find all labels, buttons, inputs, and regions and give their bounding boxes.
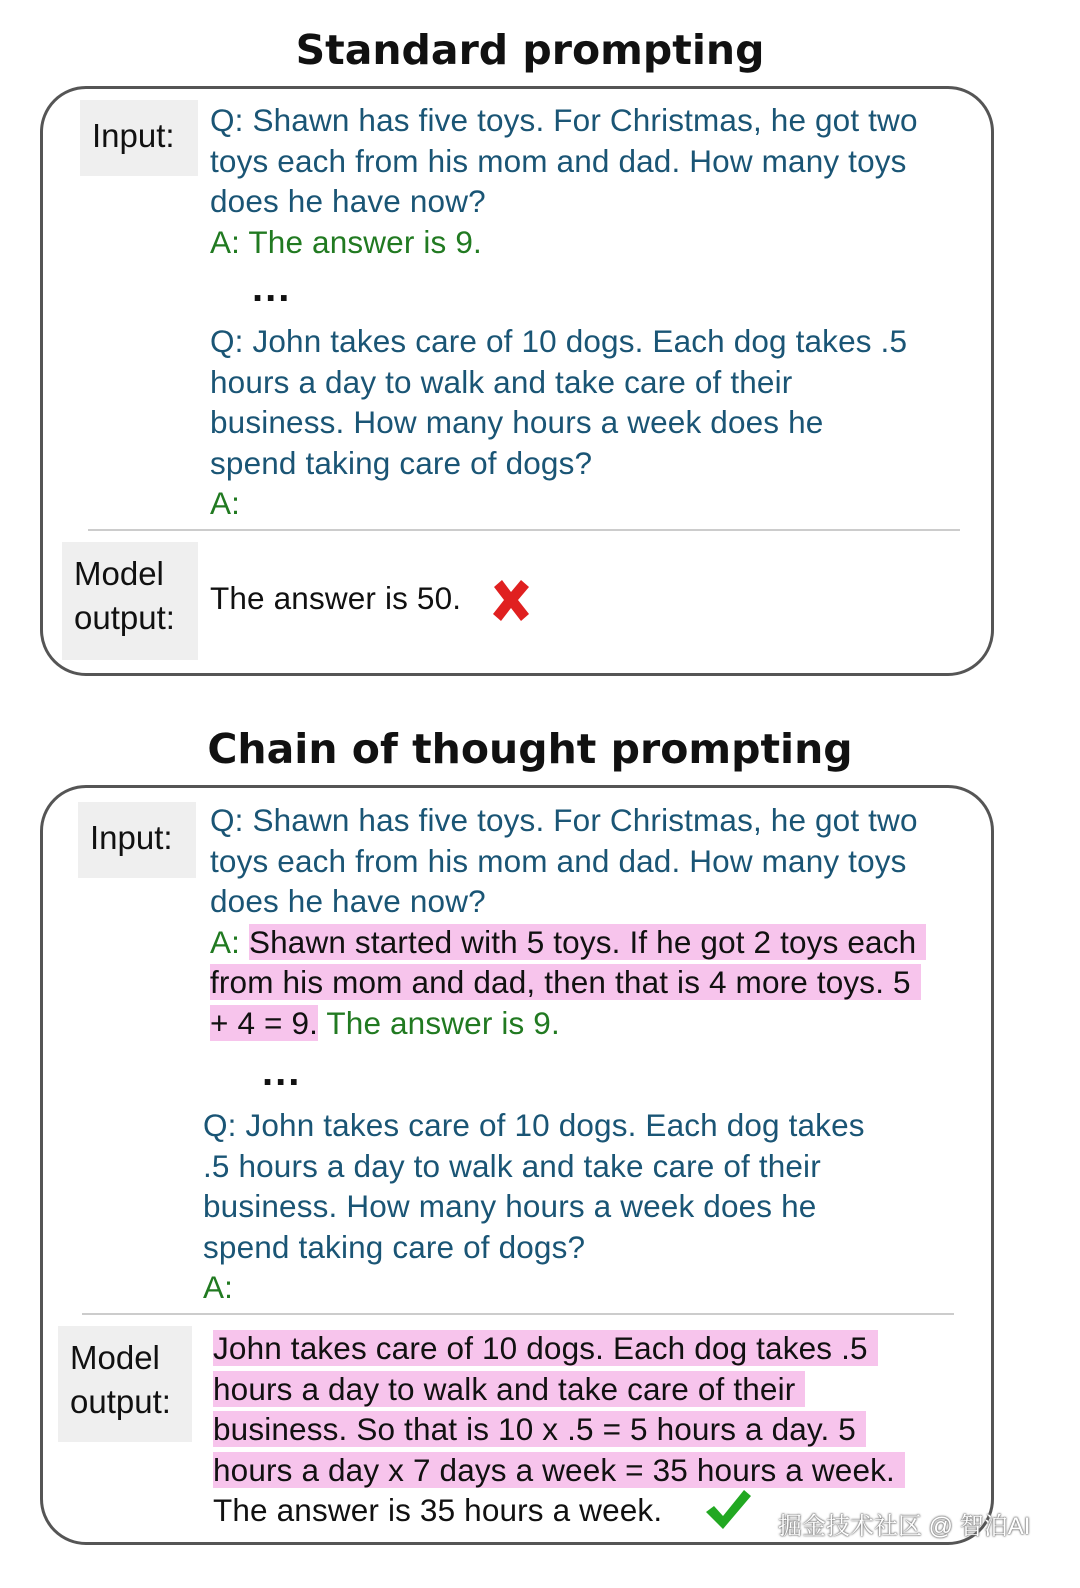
- standard-input-label: Input:: [80, 100, 198, 176]
- cot-title: Chain of thought prompting: [207, 725, 853, 773]
- cot-question-line: .5 hours a day to walk and take care of their: [203, 1147, 821, 1184]
- standard-output-label: Model output:: [62, 542, 198, 660]
- watermark: 掘金技术社区 @ 智泊AI: [778, 1513, 1031, 1540]
- standard-ellipsis: ...: [252, 266, 292, 310]
- cot-question-line: Q: John takes care of 10 dogs. Each dog takes: [203, 1107, 865, 1143]
- cot-example: [210, 800, 926, 1043]
- cot-question-line: business. How many hours a week does he: [203, 1188, 817, 1224]
- cot-example-q-line: Q: Shawn has five toys. For Christmas, he got two: [210, 802, 918, 838]
- cot-output: [213, 1328, 905, 1531]
- cot-output-reasoning-line: hours a day to walk and take care of their: [213, 1371, 805, 1407]
- standard-divider: [88, 529, 960, 531]
- cot-output-answer: The answer is 35 hours a week.: [213, 1492, 663, 1528]
- cot-example-answer: The answer is 9.: [318, 1004, 560, 1041]
- standard-question-line: spend taking care of dogs?: [210, 444, 593, 481]
- cot-output-reasoning-line: John takes care of 10 dogs. Each dog takes .5: [213, 1330, 878, 1366]
- cot-answer-prompt: A:: [203, 1269, 234, 1305]
- cot-output-label: Model output:: [58, 1326, 192, 1442]
- standard-question-line: hours a day to walk and take care of their: [210, 363, 793, 400]
- cot-example-reasoning-line: Shawn started with 5 toys. If he got 2 toys each: [249, 924, 926, 960]
- green-check-icon: [704, 1488, 752, 1532]
- standard-example: [210, 100, 918, 262]
- cot-divider: [82, 1313, 954, 1315]
- cot-output-reasoning-line: hours a day x 7 days a week = 35 hours a week.: [213, 1452, 905, 1488]
- standard-question: [210, 321, 907, 524]
- standard-example-answer: A: The answer is 9.: [210, 223, 482, 260]
- standard-example-q-line: Q: Shawn has five toys. For Christmas, he got two: [210, 102, 918, 138]
- standard-title: Standard prompting: [295, 26, 765, 74]
- cot-input-label: Input:: [78, 802, 196, 878]
- red-cross-icon: [488, 577, 534, 623]
- cot-output-reasoning-line: business. So that is 10 x .5 = 5 hours a day. 5: [213, 1411, 866, 1447]
- standard-question-line: Q: John takes care of 10 dogs. Each dog takes .5: [210, 323, 908, 359]
- cot-example-reasoning-line: + 4 = 9.: [210, 1004, 319, 1041]
- standard-output-text: The answer is 50.: [210, 580, 462, 616]
- standard-example-q-line: toys each from his mom and dad. How many toys: [210, 142, 907, 179]
- cot-question: [203, 1105, 865, 1308]
- cot-example-answer-prefix: A:: [210, 923, 249, 960]
- cot-example-q-line: does he have now?: [210, 883, 486, 919]
- standard-question-line: business. How many hours a week does he: [210, 404, 824, 440]
- cot-question-line: spend taking care of dogs?: [203, 1228, 586, 1265]
- cot-example-reasoning-line: from his mom and dad, then that is 4 more toys. 5: [210, 964, 921, 1000]
- standard-answer-prompt: A:: [210, 485, 241, 521]
- standard-example-q-line: does he have now?: [210, 183, 486, 219]
- cot-example-q-line: toys each from his mom and dad. How many toys: [210, 842, 907, 879]
- cot-ellipsis: ...: [262, 1050, 302, 1094]
